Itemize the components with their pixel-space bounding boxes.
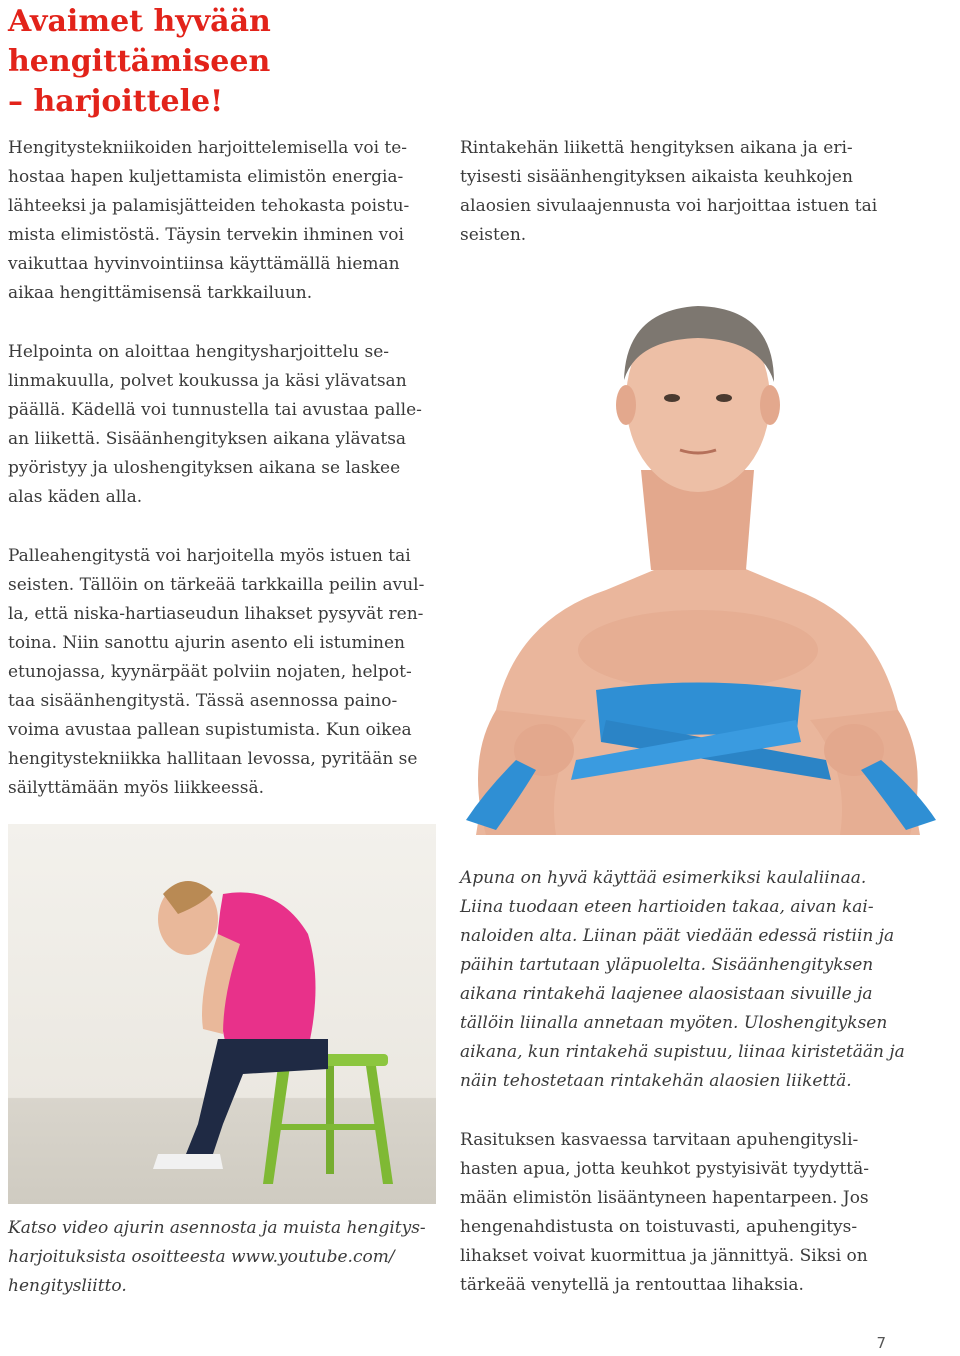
text-line: Palleahengitystä voi harjoitella myös istuen tai — [8, 546, 411, 566]
text-line: lihakset voivat kuormittua ja jännittyä. Siksi on — [460, 1246, 868, 1266]
text-line: seisten. — [460, 225, 527, 245]
text-line: tällöin liinalla annetaan myöten. Uloshengityksen — [460, 1013, 888, 1033]
text-line: aikaa hengittämisensä tarkkailuun. — [8, 283, 313, 303]
text-line: hengitysliitto. — [8, 1276, 127, 1296]
text-line: alas käden alla. — [8, 487, 143, 507]
text-line: voima avustaa pallean supistumista. Kun oikea — [8, 720, 412, 740]
text-line: Rasituksen kasvaessa tarvitaan apuhengitysli- — [460, 1130, 859, 1150]
text-line: päällä. Kädellä voi tunnustella tai avustaa palle- — [8, 400, 422, 420]
text-line: harjoituksista osoitteesta www.youtube.com/ — [8, 1247, 395, 1267]
text-line: taa sisäänhengitystä. Tässä asennossa paino- — [8, 691, 398, 711]
driver-posture-photo — [8, 824, 436, 1204]
sitting-exercise-paragraph — [8, 542, 424, 803]
intro-paragraph — [8, 134, 409, 308]
page-title — [8, 2, 428, 122]
accessory-muscles-paragraph — [460, 1126, 869, 1300]
chest-exercise-paragraph — [460, 134, 877, 250]
text-line: Liina tuodaan eteen hartioiden takaa, aivan kai- — [460, 897, 874, 917]
text-line: pyöristyy ja uloshengityksen aikana se laskee — [8, 458, 401, 478]
text-line: Katso video ajurin asennosta ja muista hengitys- — [8, 1218, 426, 1238]
text-line: aikana rintakehä laajenee alaosistaan sivuille ja — [460, 984, 873, 1004]
text-line: an liikettä. Sisäänhengityksen aikana ylävatsa — [8, 429, 407, 449]
text-line: hasten apua, jotta keuhkot pystyisivät tyydyttä- — [460, 1159, 869, 1179]
text-line: mista elimistöstä. Täysin tervekin ihminen voi — [8, 225, 404, 245]
text-line: hostaa hapen kuljettamista elimistön energia- — [8, 167, 404, 187]
text-line: hengitystekniikka hallitaan levossa, pyritään se — [8, 749, 418, 769]
text-line: Rintakehän liikettä hengityksen aikana ja eri- — [460, 138, 853, 158]
text-line: näin tehostetaan rintakehän alaosien liikettä. — [460, 1071, 852, 1091]
text-line: naloiden alta. Liinan päät viedään edessä ristiin ja — [460, 926, 895, 946]
text-line: mään elimistön lisääntyneen hapentarpeen. Jos — [460, 1188, 869, 1208]
text-line: la, että niska-hartiaseudun lihakset pysyvät ren- — [8, 604, 424, 624]
text-line: linmakuulla, polvet koukussa ja käsi ylävatsan — [8, 371, 407, 391]
sitting-person-illustration — [8, 824, 436, 1204]
text-line: säilyttämään myös liikkeessä. — [8, 778, 264, 798]
text-line: lähteeksi ja palamisjätteiden tehokasta poistu- — [8, 196, 410, 216]
text-line: Apuna on hyvä käyttää esimerkiksi kaulaliinaa. — [460, 868, 867, 888]
text-line: vaikuttaa hyvinvointiinsa käyttämällä hieman — [8, 254, 400, 274]
text-line: Helpointa on aloittaa hengitysharjoittelu se- — [8, 342, 389, 362]
text-line: tyisesti sisäänhengityksen aikaista keuhkojen — [460, 167, 853, 187]
text-line: päihin tartutaan yläpuolelta. Sisäänhengityksen — [460, 955, 874, 975]
text-line: Hengitystekniikoiden harjoittelemisella voi te- — [8, 138, 408, 158]
text-line: etunojassa, kyynärpäät polviin nojaten, helpot- — [8, 662, 412, 682]
title-line: Avaimet hyvään — [8, 4, 271, 39]
title-line: – harjoittele! — [8, 84, 224, 119]
page-number: 7 — [876, 1334, 886, 1352]
video-caption — [8, 1214, 426, 1301]
text-line: toina. Niin sanottu ajurin asento eli istuminen — [8, 633, 405, 653]
text-line: aikana, kun rintakehä supistuu, liinaa kiristetään ja — [460, 1042, 905, 1062]
text-line: alaosien sivulaajennusta voi harjoittaa istuen tai — [460, 196, 878, 216]
lying-exercise-paragraph — [8, 338, 422, 512]
title-line: hengittämiseen — [8, 44, 271, 79]
text-line: seisten. Tällöin on tärkeää tarkkailla peilin avul- — [8, 575, 425, 595]
scarf-caption — [460, 864, 905, 1096]
text-line: tärkeää venytellä ja rentouttaa lihaksia. — [460, 1275, 804, 1295]
text-line: hengenahdistusta on toistuvasti, apuhengitys- — [460, 1217, 858, 1237]
scarf-breathing-illustration — [436, 290, 960, 835]
